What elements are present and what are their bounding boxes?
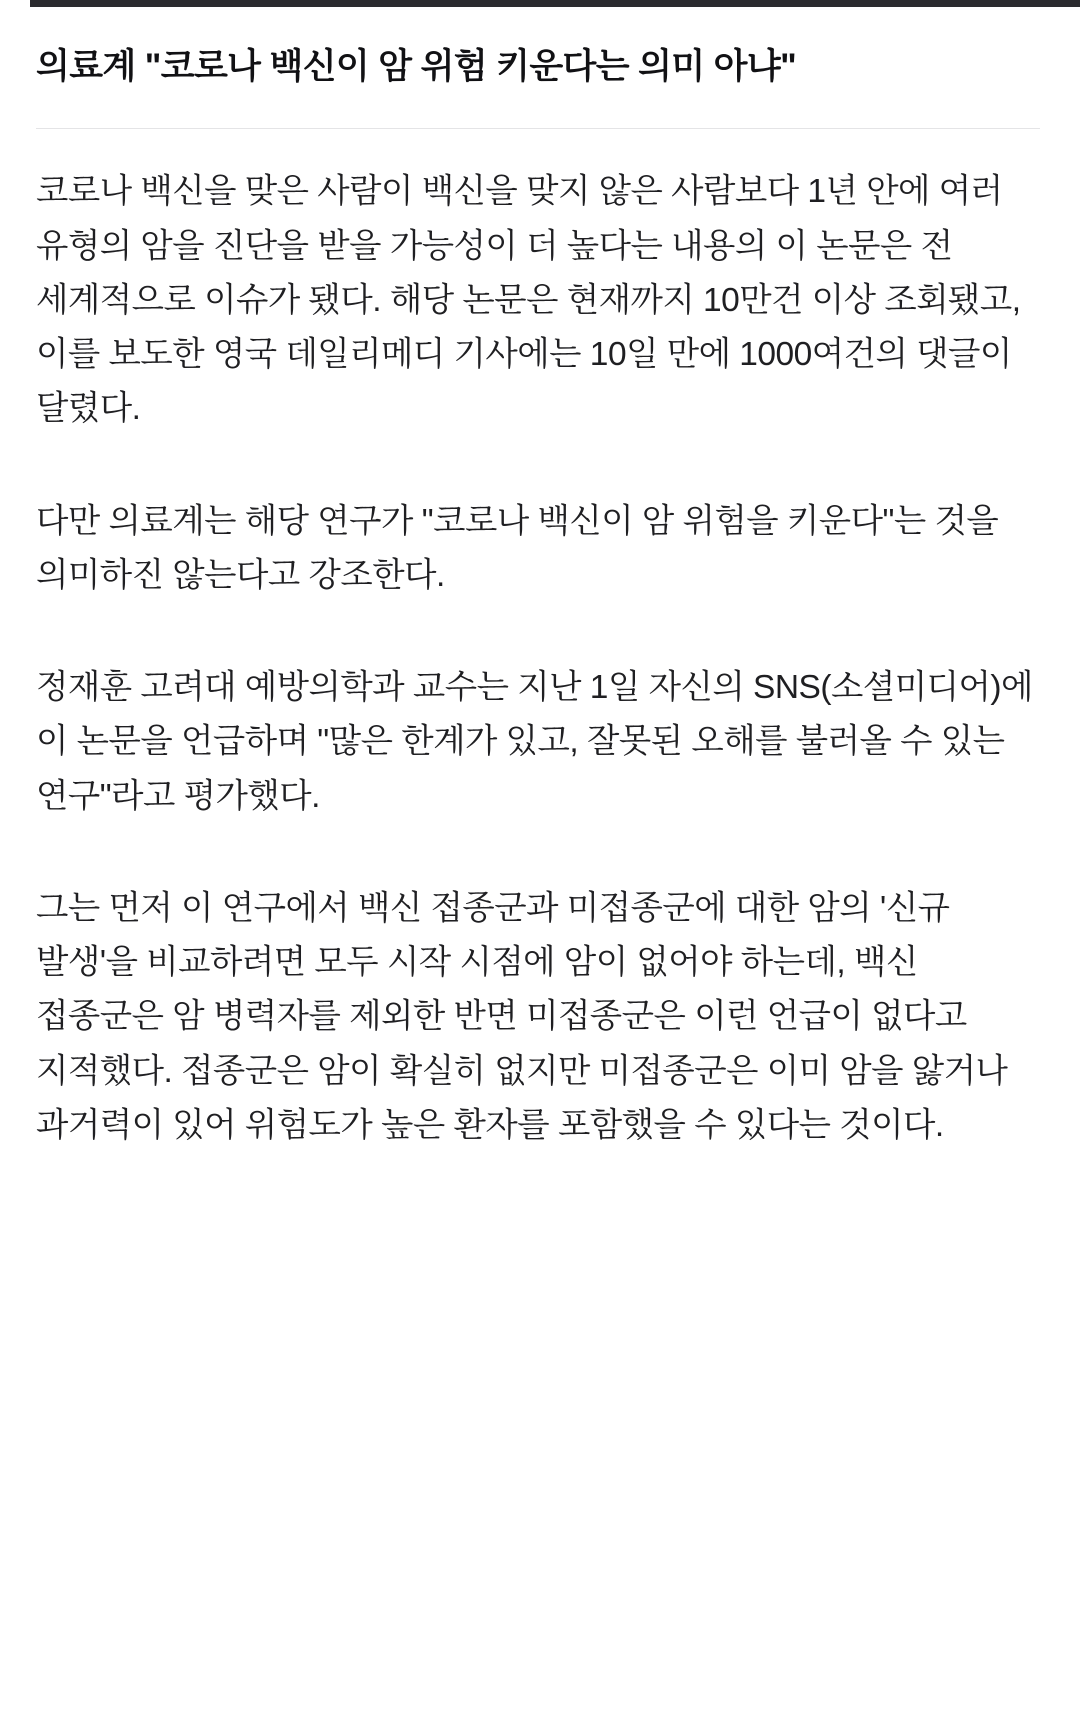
article-paragraph: 정재훈 고려대 예방의학과 교수는 지난 1일 자신의 SNS(소셜미디어)에 이 논문을 언급하며 "많은 한계가 있고, 잘못된 오해를 불러올 수 있는 연구"라고 평가했다. bbox=[36, 669, 1033, 815]
article-body bbox=[36, 165, 1040, 1153]
article-paragraph: 다만 의료계는 해당 연구가 "코로나 백신이 암 위험을 키운다"는 것을 의미하진 않는다고 강조한다. bbox=[36, 502, 999, 594]
title-divider bbox=[36, 128, 1040, 129]
page-title: 의료계 "코로나 백신이 암 위험 키운다는 의미 아냐" bbox=[36, 47, 797, 86]
article-paragraph: 코로나 백신을 맞은 사람이 백신을 맞지 않은 사람보다 1년 안에 여러 유형의 암을 진단을 받을 가능성이 더 높다는 내용의 이 논문은 전 세계적으로 이슈가 됐다. 해당 논문은 현재까지 10만건 이상 조회됐고, 이를 보도한 영국 데일리메디 기사에는 10일 만에 1000여건의 댓글이 달렸다. bbox=[36, 173, 1021, 428]
article-paragraph: 그는 먼저 이 연구에서 백신 접종군과 미접종군에 대한 암의 '신규 발생'을 비교하려면 모두 시작 시점에 암이 없어야 하는데, 백신 접종군은 암 병력자를 제외한 반면 미접종군은 이런 언급이 없다고 지적했다. 접종군은 암이 확실히 없지만 미접종군은 이미 암을 앓거나 과거력이 있어 위험도가 높은 환자를 포함했을 수 있다는 것이다. bbox=[36, 889, 1008, 1144]
